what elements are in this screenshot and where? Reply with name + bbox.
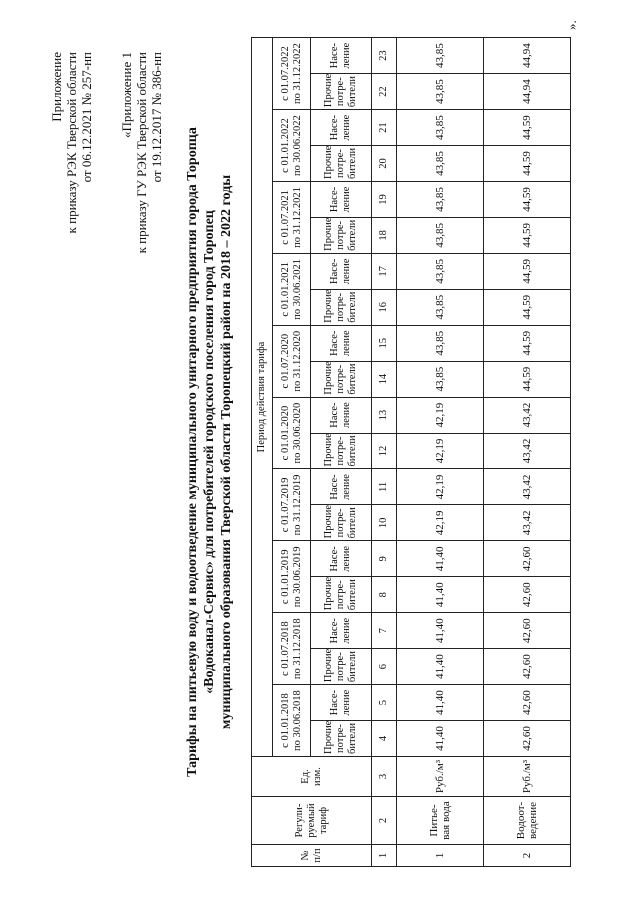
header-tariff: Регули-руемый тариф <box>252 797 372 845</box>
header-category-other: Прочие потре-бители <box>311 146 372 182</box>
header-period-range: с 01.07.2018 по 31.12.2018 <box>272 613 311 685</box>
header-category-other: Прочие потре-бители <box>311 649 372 685</box>
tariff-table <box>251 37 571 867</box>
column-number: 21 <box>372 110 397 146</box>
tariff-value: 43,85 <box>396 361 483 397</box>
column-number: 12 <box>372 433 397 469</box>
row-unit: Руб./м³ <box>483 757 570 797</box>
header-period: Период действия тарифа <box>252 38 273 757</box>
tariff-value: 41,40 <box>396 649 483 685</box>
header-period-range: с 01.07.2019 по 31.12.2019 <box>272 469 311 541</box>
annex-order-ref: к приказу ГУ РЭК Тверской области <box>134 52 149 254</box>
tariff-value: 44,59 <box>483 361 570 397</box>
column-number: 6 <box>372 649 397 685</box>
column-number: 8 <box>372 577 397 613</box>
tariff-value: 42,60 <box>483 685 570 721</box>
column-number: 10 <box>372 505 397 541</box>
tariff-value: 42,19 <box>396 469 483 505</box>
tariff-value: 44,59 <box>483 146 570 182</box>
tariff-value: 42,19 <box>396 505 483 541</box>
header-period-range: с 01.07.2020 по 31.12.2020 <box>272 325 311 397</box>
tariff-value: 42,60 <box>483 577 570 613</box>
column-number: 22 <box>372 74 397 110</box>
header-category-population: Насе-ление <box>311 182 372 218</box>
header-category-population: Насе-ление <box>311 685 372 721</box>
tariff-value: 41,40 <box>396 685 483 721</box>
annex-title: «Приложение 1 <box>119 52 134 139</box>
tariff-value: 44,59 <box>483 182 570 218</box>
header-category-population: Насе-ление <box>311 469 372 505</box>
tariff-value: 43,85 <box>396 146 483 182</box>
annex-title: Приложение <box>49 52 64 122</box>
row-number: 1 <box>396 845 483 867</box>
tariff-value: 42,19 <box>396 433 483 469</box>
header-row-ranges <box>272 38 311 867</box>
tariff-value: 42,19 <box>396 397 483 433</box>
column-number: 2 <box>372 797 397 845</box>
table-row <box>396 38 483 867</box>
tariff-value: 42,60 <box>483 721 570 757</box>
tariff-value: 43,42 <box>483 433 570 469</box>
tariff-value: 43,85 <box>396 110 483 146</box>
column-number: 18 <box>372 217 397 253</box>
header-category-population: Насе-ление <box>311 541 372 577</box>
table-row <box>483 38 570 867</box>
document-title <box>184 92 235 812</box>
column-number: 1 <box>372 845 397 867</box>
tariff-value: 42,60 <box>483 649 570 685</box>
tariff-value: 43,85 <box>396 217 483 253</box>
column-number: 15 <box>372 325 397 361</box>
header-category-population: Насе-ление <box>311 325 372 361</box>
header-category-other: Прочие потре-бители <box>311 289 372 325</box>
tariff-value: 44,94 <box>483 38 570 74</box>
header-number: № п/п <box>252 845 372 867</box>
header-row-categories <box>311 38 372 867</box>
title-line: муниципального образования Тверской области Торопецкий район на 2018 – 2022 годы <box>219 174 234 730</box>
tariff-value: 43,85 <box>396 289 483 325</box>
tariff-value: 44,94 <box>483 74 570 110</box>
annex-block-original <box>119 52 164 253</box>
header-category-population: Насе-ление <box>311 38 372 74</box>
tariff-value: 43,42 <box>483 505 570 541</box>
column-number: 14 <box>372 361 397 397</box>
tariff-value: 44,59 <box>483 289 570 325</box>
row-unit: Руб./м³ <box>396 757 483 797</box>
title-line: «Водоканал-Сервис» для потребителей городского поселения город Торопец <box>202 210 217 694</box>
closing-quote: ». <box>564 20 579 30</box>
header-category-other: Прочие потре-бители <box>311 217 372 253</box>
tariff-value: 44,59 <box>483 253 570 289</box>
tariff-value: 42,60 <box>483 613 570 649</box>
tariff-value: 43,85 <box>396 38 483 74</box>
header-category-population: Насе-ление <box>311 613 372 649</box>
tariff-value: 41,40 <box>396 721 483 757</box>
row-tariff-name: Водоот-ведение <box>483 797 570 845</box>
header-category-other: Прочие потре-бители <box>311 505 372 541</box>
column-number: 17 <box>372 253 397 289</box>
column-number: 9 <box>372 541 397 577</box>
header-category-population: Насе-ление <box>311 253 372 289</box>
header-category-other: Прочие потре-бители <box>311 361 372 397</box>
header-period-range: с 01.01.2018 по 30.06.2018 <box>272 685 311 757</box>
column-number: 19 <box>372 182 397 218</box>
header-unit: Ед. изм. <box>252 757 372 797</box>
tariff-value: 43,85 <box>396 74 483 110</box>
header-period-range: с 01.01.2019 по 30.06.2019 <box>272 541 311 613</box>
column-number: 3 <box>372 757 397 797</box>
tariff-value: 43,85 <box>396 253 483 289</box>
row-tariff-name: Питье-вая вода <box>396 797 483 845</box>
column-number: 13 <box>372 397 397 433</box>
header-row-numbers <box>372 38 397 867</box>
annex-order-ref: к приказу РЭК Тверской области <box>64 52 79 234</box>
tariff-value: 43,42 <box>483 397 570 433</box>
tariff-value: 41,40 <box>396 577 483 613</box>
tariff-value: 43,85 <box>396 325 483 361</box>
tariff-value: 44,59 <box>483 325 570 361</box>
header-period-range: с 01.01.2022 по 30.06.2022 <box>272 110 311 182</box>
tariff-value: 41,40 <box>396 541 483 577</box>
annex-block-current <box>49 52 94 233</box>
column-number: 11 <box>372 469 397 505</box>
header-period-range: с 01.07.2022 по 31.12.2022 <box>272 38 311 110</box>
column-number: 5 <box>372 685 397 721</box>
header-category-other: Прочие потре-бители <box>311 577 372 613</box>
title-line: Тарифы на питьевую воду и водоотведение муниципального унитарного предприятия города Торопца <box>185 127 200 777</box>
annex-order-date: от 06.12.2021 № 257-нп <box>79 52 94 183</box>
header-row-period <box>252 38 273 867</box>
header-period-range: с 01.01.2021 по 30.06.2021 <box>272 253 311 325</box>
column-number: 4 <box>372 721 397 757</box>
column-number: 16 <box>372 289 397 325</box>
tariff-value: 43,42 <box>483 469 570 505</box>
annex-order-date: от 19.12.2017 № 386-нп <box>149 52 164 183</box>
tariff-value: 44,59 <box>483 110 570 146</box>
column-number: 23 <box>372 38 397 74</box>
header-category-other: Прочие потре-бители <box>311 433 372 469</box>
header-period-range: с 01.01.2020 по 30.06.2020 <box>272 397 311 469</box>
tariff-value: 41,40 <box>396 613 483 649</box>
tariff-value: 44,59 <box>483 217 570 253</box>
document-page <box>19 12 619 892</box>
header-category-population: Насе-ление <box>311 397 372 433</box>
tariff-value: 42,60 <box>483 541 570 577</box>
row-number: 2 <box>483 845 570 867</box>
column-number: 7 <box>372 613 397 649</box>
header-period-range: с 01.07.2021 по 31.12.2021 <box>272 182 311 254</box>
column-number: 20 <box>372 146 397 182</box>
header-category-other: Прочие потре-бители <box>311 721 372 757</box>
tariff-value: 43,85 <box>396 182 483 218</box>
header-category-other: Прочие потре-бители <box>311 74 372 110</box>
header-category-population: Насе-ление <box>311 110 372 146</box>
